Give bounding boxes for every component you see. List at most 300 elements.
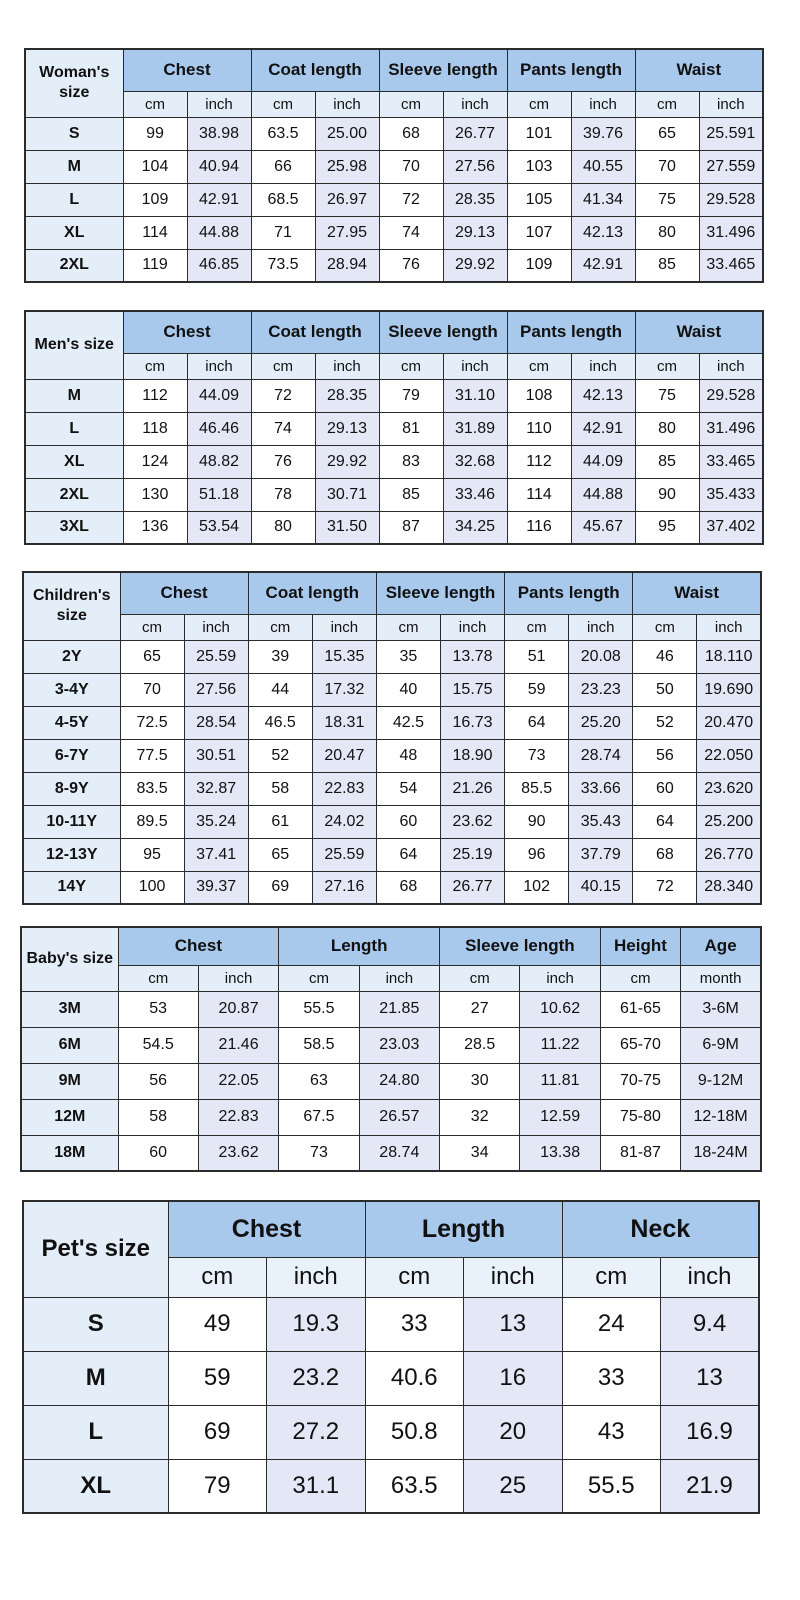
value-cell: 29.92 <box>443 249 507 282</box>
value-cell: 31.1 <box>267 1459 366 1513</box>
value-cell: 109 <box>507 249 571 282</box>
value-cell: 25.59 <box>312 838 376 871</box>
value-cell: 83 <box>379 445 443 478</box>
value-cell: 34.25 <box>443 511 507 544</box>
value-cell: 19.690 <box>697 673 761 706</box>
value-cell: 104 <box>123 150 187 183</box>
value-cell: 59 <box>505 673 569 706</box>
value-cell: 41.34 <box>571 183 635 216</box>
value-cell: 11.81 <box>520 1063 600 1099</box>
unit-label: inch <box>315 91 379 117</box>
table-row <box>23 772 761 805</box>
value-cell: 18.31 <box>312 706 376 739</box>
column-header-height: Height <box>600 927 680 965</box>
unit-label: cm <box>635 91 699 117</box>
value-cell: 58 <box>118 1099 198 1135</box>
value-cell: 42.5 <box>376 706 440 739</box>
value-cell: 124 <box>123 445 187 478</box>
value-cell: 64 <box>505 706 569 739</box>
unit-label: cm <box>118 965 198 991</box>
value-cell: 21.85 <box>359 991 439 1027</box>
table-row <box>23 706 761 739</box>
value-cell: 30.51 <box>184 739 248 772</box>
value-cell: 54 <box>376 772 440 805</box>
value-cell: 20.470 <box>697 706 761 739</box>
table-row <box>23 1459 759 1513</box>
table-row <box>25 216 763 249</box>
value-cell: 46.5 <box>248 706 312 739</box>
column-header-length: Length <box>279 927 440 965</box>
value-cell: 69 <box>248 871 312 904</box>
value-cell: 44.88 <box>571 478 635 511</box>
value-cell: 18.90 <box>440 739 504 772</box>
value-cell: 17.32 <box>312 673 376 706</box>
value-cell: 67.5 <box>279 1099 359 1135</box>
value-cell: 29.528 <box>699 379 763 412</box>
value-cell: 85 <box>635 445 699 478</box>
value-cell: 64 <box>633 805 697 838</box>
value-cell: 43 <box>562 1405 661 1459</box>
value-cell: 103 <box>507 150 571 183</box>
size-label: 6-7Y <box>23 739 120 772</box>
table-row <box>21 1135 761 1171</box>
column-header-pants-length: Pants length <box>507 49 635 91</box>
value-cell: 81-87 <box>600 1135 680 1171</box>
value-cell: 80 <box>635 412 699 445</box>
value-cell: 24.80 <box>359 1063 439 1099</box>
value-cell: 27.2 <box>267 1405 366 1459</box>
size-label: 10-11Y <box>23 805 120 838</box>
value-cell: 79 <box>379 379 443 412</box>
men-size-table <box>24 310 764 545</box>
size-column-header: Pet's size <box>23 1201 168 1297</box>
value-cell: 31.496 <box>699 216 763 249</box>
value-cell: 42.91 <box>571 412 635 445</box>
header-row <box>23 572 761 614</box>
column-header-coat-length: Coat length <box>248 572 376 614</box>
value-cell: 23.23 <box>569 673 633 706</box>
value-cell: 40.6 <box>365 1351 464 1405</box>
value-cell: 96 <box>505 838 569 871</box>
value-cell: 21.26 <box>440 772 504 805</box>
table-row <box>25 117 763 150</box>
size-label: 8-9Y <box>23 772 120 805</box>
value-cell: 65 <box>248 838 312 871</box>
value-cell: 24 <box>562 1297 661 1351</box>
column-header-chest: Chest <box>123 49 251 91</box>
value-cell: 66 <box>251 150 315 183</box>
unit-label: inch <box>359 965 439 991</box>
value-cell: 42.91 <box>187 183 251 216</box>
table-row <box>23 1351 759 1405</box>
unit-label: cm <box>279 965 359 991</box>
value-cell: 37.402 <box>699 511 763 544</box>
size-label: S <box>25 117 123 150</box>
size-label: L <box>25 183 123 216</box>
value-cell: 77.5 <box>120 739 184 772</box>
value-cell: 85.5 <box>505 772 569 805</box>
value-cell: 116 <box>507 511 571 544</box>
value-cell: 72.5 <box>120 706 184 739</box>
value-cell: 28.5 <box>440 1027 520 1063</box>
value-cell: 33.66 <box>569 772 633 805</box>
value-cell: 80 <box>635 216 699 249</box>
size-label: 4-5Y <box>23 706 120 739</box>
header-row <box>23 1201 759 1257</box>
value-cell: 32 <box>440 1099 520 1135</box>
value-cell: 112 <box>123 379 187 412</box>
value-cell: 107 <box>507 216 571 249</box>
value-cell: 29.528 <box>699 183 763 216</box>
unit-label: inch <box>187 353 251 379</box>
value-cell: 87 <box>379 511 443 544</box>
value-cell: 75 <box>635 183 699 216</box>
value-cell: 51.18 <box>187 478 251 511</box>
column-header-coat-length: Coat length <box>251 311 379 353</box>
value-cell: 73.5 <box>251 249 315 282</box>
value-cell: 27 <box>440 991 520 1027</box>
value-cell: 42.91 <box>571 249 635 282</box>
unit-label: cm <box>600 965 680 991</box>
value-cell: 52 <box>248 739 312 772</box>
unit-label: inch <box>464 1257 563 1297</box>
column-header-waist: Waist <box>635 49 763 91</box>
value-cell: 75-80 <box>600 1099 680 1135</box>
size-label: XL <box>25 445 123 478</box>
column-header-sleeve-length: Sleeve length <box>376 572 504 614</box>
unit-label: inch <box>520 965 600 991</box>
value-cell: 28.74 <box>359 1135 439 1171</box>
value-cell: 23.2 <box>267 1351 366 1405</box>
size-label: 18M <box>21 1135 118 1171</box>
value-cell: 22.05 <box>198 1063 278 1099</box>
column-header-pants-length: Pants length <box>507 311 635 353</box>
column-header-coat-length: Coat length <box>251 49 379 91</box>
unit-label: inch <box>312 614 376 640</box>
value-cell: 31.89 <box>443 412 507 445</box>
value-cell: 53.54 <box>187 511 251 544</box>
unit-label: inch <box>440 614 504 640</box>
value-cell: 42.13 <box>571 216 635 249</box>
unit-label: inch <box>187 91 251 117</box>
value-cell: 60 <box>118 1135 198 1171</box>
unit-label: cm <box>635 353 699 379</box>
value-cell: 22.83 <box>312 772 376 805</box>
column-header-sleeve-length: Sleeve length <box>379 311 507 353</box>
value-cell: 33.46 <box>443 478 507 511</box>
value-cell: 95 <box>635 511 699 544</box>
value-cell: 23.620 <box>697 772 761 805</box>
value-cell: 37.41 <box>184 838 248 871</box>
value-cell: 44.09 <box>571 445 635 478</box>
value-cell: 130 <box>123 478 187 511</box>
value-cell: 45.67 <box>571 511 635 544</box>
value-cell: 26.77 <box>440 871 504 904</box>
table-row <box>25 150 763 183</box>
unit-label: cm <box>251 91 315 117</box>
size-column-header: Woman's size <box>25 49 123 117</box>
woman-size-table <box>24 48 764 283</box>
value-cell: 35.43 <box>569 805 633 838</box>
unit-label: cm <box>365 1257 464 1297</box>
value-cell: 15.35 <box>312 640 376 673</box>
column-header-waist: Waist <box>635 311 763 353</box>
value-cell: 95 <box>120 838 184 871</box>
table-row <box>23 805 761 838</box>
table-row <box>23 838 761 871</box>
value-cell: 112 <box>507 445 571 478</box>
value-cell: 68 <box>633 838 697 871</box>
value-cell: 56 <box>118 1063 198 1099</box>
value-cell: 74 <box>379 216 443 249</box>
value-cell: 108 <box>507 379 571 412</box>
column-header-sleeve-length: Sleeve length <box>440 927 601 965</box>
value-cell: 46 <box>633 640 697 673</box>
value-cell: 18-24M <box>681 1135 761 1171</box>
value-cell: 25.20 <box>569 706 633 739</box>
size-label: 2Y <box>23 640 120 673</box>
size-column-header: Children's size <box>23 572 120 640</box>
value-cell: 25.200 <box>697 805 761 838</box>
value-cell: 34 <box>440 1135 520 1171</box>
column-header-chest: Chest <box>168 1201 365 1257</box>
value-cell: 65 <box>635 117 699 150</box>
value-cell: 44 <box>248 673 312 706</box>
unit-label: inch <box>315 353 379 379</box>
value-cell: 114 <box>507 478 571 511</box>
unit-label: cm <box>251 353 315 379</box>
value-cell: 114 <box>123 216 187 249</box>
value-cell: 28.35 <box>315 379 379 412</box>
value-cell: 49 <box>168 1297 267 1351</box>
value-cell: 70 <box>635 150 699 183</box>
value-cell: 73 <box>505 739 569 772</box>
column-header-chest: Chest <box>123 311 251 353</box>
table-row <box>21 1063 761 1099</box>
value-cell: 31.496 <box>699 412 763 445</box>
value-cell: 12.59 <box>520 1099 600 1135</box>
value-cell: 109 <box>123 183 187 216</box>
value-cell: 21.9 <box>661 1459 760 1513</box>
unit-row <box>23 614 761 640</box>
table-row <box>23 640 761 673</box>
value-cell: 35 <box>376 640 440 673</box>
size-label: 2XL <box>25 478 123 511</box>
table-row <box>25 379 763 412</box>
value-cell: 27.16 <box>312 871 376 904</box>
value-cell: 72 <box>379 183 443 216</box>
unit-label: inch <box>443 353 507 379</box>
value-cell: 33.465 <box>699 249 763 282</box>
value-cell: 40.94 <box>187 150 251 183</box>
value-cell: 27.95 <box>315 216 379 249</box>
unit-label: inch <box>184 614 248 640</box>
value-cell: 44.09 <box>187 379 251 412</box>
value-cell: 79 <box>168 1459 267 1513</box>
value-cell: 30.71 <box>315 478 379 511</box>
unit-label: inch <box>571 91 635 117</box>
value-cell: 22.050 <box>697 739 761 772</box>
size-column-header: Baby's size <box>21 927 118 991</box>
value-cell: 19.3 <box>267 1297 366 1351</box>
value-cell: 38.98 <box>187 117 251 150</box>
value-cell: 31.50 <box>315 511 379 544</box>
unit-label: inch <box>443 91 507 117</box>
value-cell: 29.92 <box>315 445 379 478</box>
value-cell: 52 <box>633 706 697 739</box>
value-cell: 29.13 <box>443 216 507 249</box>
value-cell: 30 <box>440 1063 520 1099</box>
size-label: 3M <box>21 991 118 1027</box>
value-cell: 11.22 <box>520 1027 600 1063</box>
value-cell: 83.5 <box>120 772 184 805</box>
size-label: L <box>25 412 123 445</box>
value-cell: 73 <box>279 1135 359 1171</box>
size-label: 6M <box>21 1027 118 1063</box>
unit-label: cm <box>562 1257 661 1297</box>
value-cell: 28.35 <box>443 183 507 216</box>
size-column-header: Men's size <box>25 311 123 379</box>
value-cell: 102 <box>505 871 569 904</box>
value-cell: 28.340 <box>697 871 761 904</box>
value-cell: 25 <box>464 1459 563 1513</box>
column-header-pants-length: Pants length <box>505 572 633 614</box>
value-cell: 13.78 <box>440 640 504 673</box>
size-label: 3-4Y <box>23 673 120 706</box>
value-cell: 55.5 <box>562 1459 661 1513</box>
unit-label: inch <box>569 614 633 640</box>
value-cell: 80 <box>251 511 315 544</box>
size-label: S <box>23 1297 168 1351</box>
value-cell: 75 <box>635 379 699 412</box>
value-cell: 32.68 <box>443 445 507 478</box>
value-cell: 110 <box>507 412 571 445</box>
table-row <box>23 673 761 706</box>
value-cell: 13 <box>464 1297 563 1351</box>
value-cell: 33 <box>365 1297 464 1351</box>
value-cell: 25.00 <box>315 117 379 150</box>
unit-row <box>25 91 763 117</box>
size-label: M <box>23 1351 168 1405</box>
unit-label: inch <box>661 1257 760 1297</box>
value-cell: 26.57 <box>359 1099 439 1135</box>
value-cell: 63.5 <box>365 1459 464 1513</box>
size-label: M <box>25 150 123 183</box>
value-cell: 68 <box>379 117 443 150</box>
column-header-waist: Waist <box>633 572 761 614</box>
value-cell: 119 <box>123 249 187 282</box>
value-cell: 35.24 <box>184 805 248 838</box>
table-row <box>25 445 763 478</box>
value-cell: 3-6M <box>681 991 761 1027</box>
value-cell: 53 <box>118 991 198 1027</box>
table-row <box>25 183 763 216</box>
unit-label: inch <box>267 1257 366 1297</box>
table-row <box>25 511 763 544</box>
unit-label: cm <box>379 91 443 117</box>
value-cell: 48 <box>376 739 440 772</box>
value-cell: 118 <box>123 412 187 445</box>
value-cell: 25.591 <box>699 117 763 150</box>
table-row <box>21 991 761 1027</box>
value-cell: 56 <box>633 739 697 772</box>
value-cell: 25.19 <box>440 838 504 871</box>
value-cell: 16.73 <box>440 706 504 739</box>
table-row <box>25 412 763 445</box>
value-cell: 35.433 <box>699 478 763 511</box>
value-cell: 70 <box>379 150 443 183</box>
value-cell: 26.97 <box>315 183 379 216</box>
value-cell: 72 <box>251 379 315 412</box>
value-cell: 28.74 <box>569 739 633 772</box>
unit-label: cm <box>120 614 184 640</box>
unit-label: cm <box>507 91 571 117</box>
column-header-age: Age <box>681 927 761 965</box>
value-cell: 22.83 <box>198 1099 278 1135</box>
value-cell: 27.56 <box>184 673 248 706</box>
value-cell: 63 <box>279 1063 359 1099</box>
table-row <box>23 1297 759 1351</box>
unit-label: cm <box>376 614 440 640</box>
size-label: 2XL <box>25 249 123 282</box>
value-cell: 60 <box>376 805 440 838</box>
column-header-sleeve-length: Sleeve length <box>379 49 507 91</box>
unit-label: cm <box>123 91 187 117</box>
value-cell: 64 <box>376 838 440 871</box>
value-cell: 61-65 <box>600 991 680 1027</box>
value-cell: 50 <box>633 673 697 706</box>
value-cell: 25.59 <box>184 640 248 673</box>
value-cell: 39.76 <box>571 117 635 150</box>
value-cell: 33.465 <box>699 445 763 478</box>
value-cell: 76 <box>379 249 443 282</box>
column-header-chest: Chest <box>118 927 279 965</box>
size-label: XL <box>23 1459 168 1513</box>
value-cell: 33 <box>562 1351 661 1405</box>
unit-label: month <box>681 965 761 991</box>
value-cell: 72 <box>633 871 697 904</box>
size-label: 3XL <box>25 511 123 544</box>
value-cell: 9-12M <box>681 1063 761 1099</box>
value-cell: 58 <box>248 772 312 805</box>
value-cell: 27.559 <box>699 150 763 183</box>
size-label: 9M <box>21 1063 118 1099</box>
header-row <box>21 927 761 965</box>
unit-label: cm <box>507 353 571 379</box>
value-cell: 32.87 <box>184 772 248 805</box>
value-cell: 9.4 <box>661 1297 760 1351</box>
table-row <box>25 249 763 282</box>
value-cell: 39 <box>248 640 312 673</box>
unit-label: inch <box>699 91 763 117</box>
value-cell: 59 <box>168 1351 267 1405</box>
value-cell: 101 <box>507 117 571 150</box>
table-row <box>23 1405 759 1459</box>
value-cell: 136 <box>123 511 187 544</box>
size-label: XL <box>25 216 123 249</box>
value-cell: 12-18M <box>681 1099 761 1135</box>
unit-label: inch <box>198 965 278 991</box>
header-row <box>25 49 763 91</box>
table-row <box>25 478 763 511</box>
unit-label: cm <box>248 614 312 640</box>
value-cell: 31.10 <box>443 379 507 412</box>
value-cell: 21.46 <box>198 1027 278 1063</box>
value-cell: 23.03 <box>359 1027 439 1063</box>
value-cell: 37.79 <box>569 838 633 871</box>
unit-label: cm <box>123 353 187 379</box>
value-cell: 58.5 <box>279 1027 359 1063</box>
